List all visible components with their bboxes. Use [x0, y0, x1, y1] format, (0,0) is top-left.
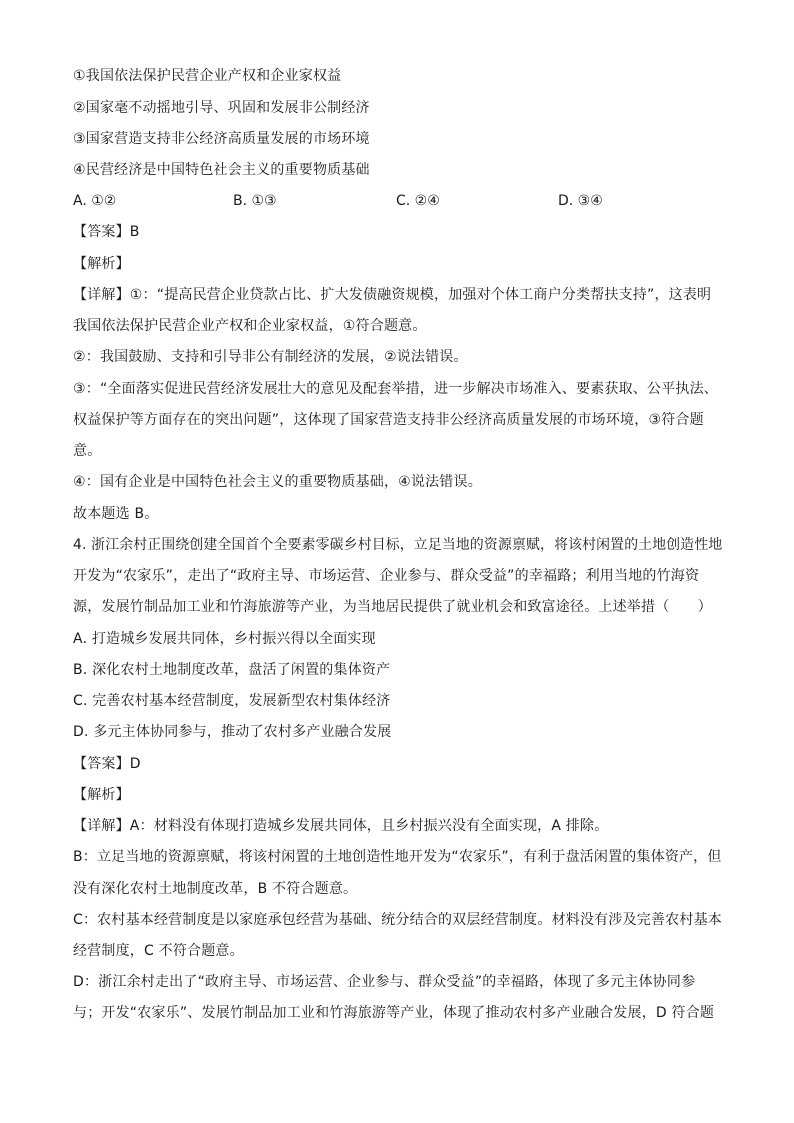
- option-c: C. ②④: [396, 193, 440, 209]
- q4-answer: 【答案】D: [73, 756, 141, 772]
- statement-4: ④民营经济是中国特色社会主义的重要物质基础: [73, 162, 370, 178]
- q4-detail-line: B：立足当地的资源禀赋，将该村闲置的土地创造性地开发为“农家乐”，有利于盘活闲置的集体资产，但: [73, 849, 722, 865]
- q4-detail-line: 与；开发“农家乐”、发展竹制品加工业和竹海旅游等产业，体现了推动农村多产业融合发展，D 符合题: [73, 1005, 715, 1021]
- option-b: B. ①③: [233, 193, 277, 209]
- q3-detail-line: ③：“全面落实促进民营经济发展壮大的意见及配套举措，进一步解决市场准入、要素获取、公平执法、: [73, 381, 719, 397]
- q4-stem-line: 开发为“农家乐”，走出了“政府主导、市场运营、企业参与、群众受益”的幸福路；利用当地的竹海资: [73, 568, 700, 584]
- q4-choice-b: B. 深化农村土地制度改革，盘活了闲置的集体资产: [73, 662, 391, 678]
- q3-detail-line: 意。: [73, 443, 102, 459]
- statement-2: ②国家毫不动摇地引导、巩固和发展非公制经济: [73, 100, 370, 116]
- q4-choice-a: A. 打造城乡发展共同体，乡村振兴得以全面实现: [73, 631, 376, 647]
- q3-analysis-label: 【解析】: [73, 256, 130, 272]
- q4-detail-line: 没有深化农村土地制度改革，B 不符合题意。: [73, 881, 358, 897]
- q4-stem-line: 源，发展竹制品加工业和竹海旅游等产业，为当地居民提供了就业机会和致富途径。上述举措（ ）: [73, 599, 712, 615]
- q4-detail-line: D：浙江余村走出了“政府主导、市场运营、企业参与、群众受益”的幸福路，体现了多元主体协同参: [73, 974, 696, 990]
- q4-choice-d: D. 多元主体协同参与，推动了农村多产业融合发展: [73, 724, 392, 740]
- q4-analysis-label: 【解析】: [73, 787, 130, 803]
- q3-detail-line: 权益保护等方面存在的突出问题”，这体现了国家营造支持非公经济高质量发展的市场环境，③符合题: [73, 412, 704, 428]
- q4-detail-line: 【详解】A：材料没有体现打造城乡发展共同体，且乡村振兴没有全面实现，A 排除。: [73, 818, 609, 834]
- q4-detail-line: C：农村基本经营制度是以家庭承包经营为基础、统分结合的双层经营制度。材料没有涉及完善农村基本: [73, 912, 722, 928]
- q3-detail-line: ④：国有企业是中国特色社会主义的重要物质基础，④说法错误。: [73, 474, 482, 490]
- q3-detail-line: ②：我国鼓励、支持和引导非公有制经济的发展，②说法错误。: [73, 349, 468, 365]
- q3-detail-line: 我国依法保护民营企业产权和企业家权益，①符合题意。: [73, 318, 427, 334]
- q4-detail-line: 经营制度，C 不符合题意。: [73, 943, 244, 959]
- q3-conclusion: 故本题选 B。: [73, 506, 159, 522]
- statement-1: ①我国依法保护民营企业产权和企业家权益: [73, 68, 342, 84]
- q4-choice-c: C. 完善农村基本经营制度，发展新型农村集体经济: [73, 693, 391, 709]
- q3-detail-line: 【详解】①：“提高民营企业贷款占比、扩大发债融资规模，加强对个体工商户分类帮扶支持”，这表明: [73, 287, 712, 303]
- q3-answer: 【答案】B: [73, 224, 140, 240]
- option-d: D. ③④: [558, 193, 603, 209]
- q4-stem-line: 4. 浙江余村正围绕创建全国首个全要素零碳乡村目标，立足当地的资源禀赋，将该村闲置的土地创造性地: [73, 537, 723, 553]
- statement-3: ③国家营造支持非公经济高质量发展的市场环境: [73, 131, 370, 147]
- option-a: A. ①②: [73, 193, 117, 209]
